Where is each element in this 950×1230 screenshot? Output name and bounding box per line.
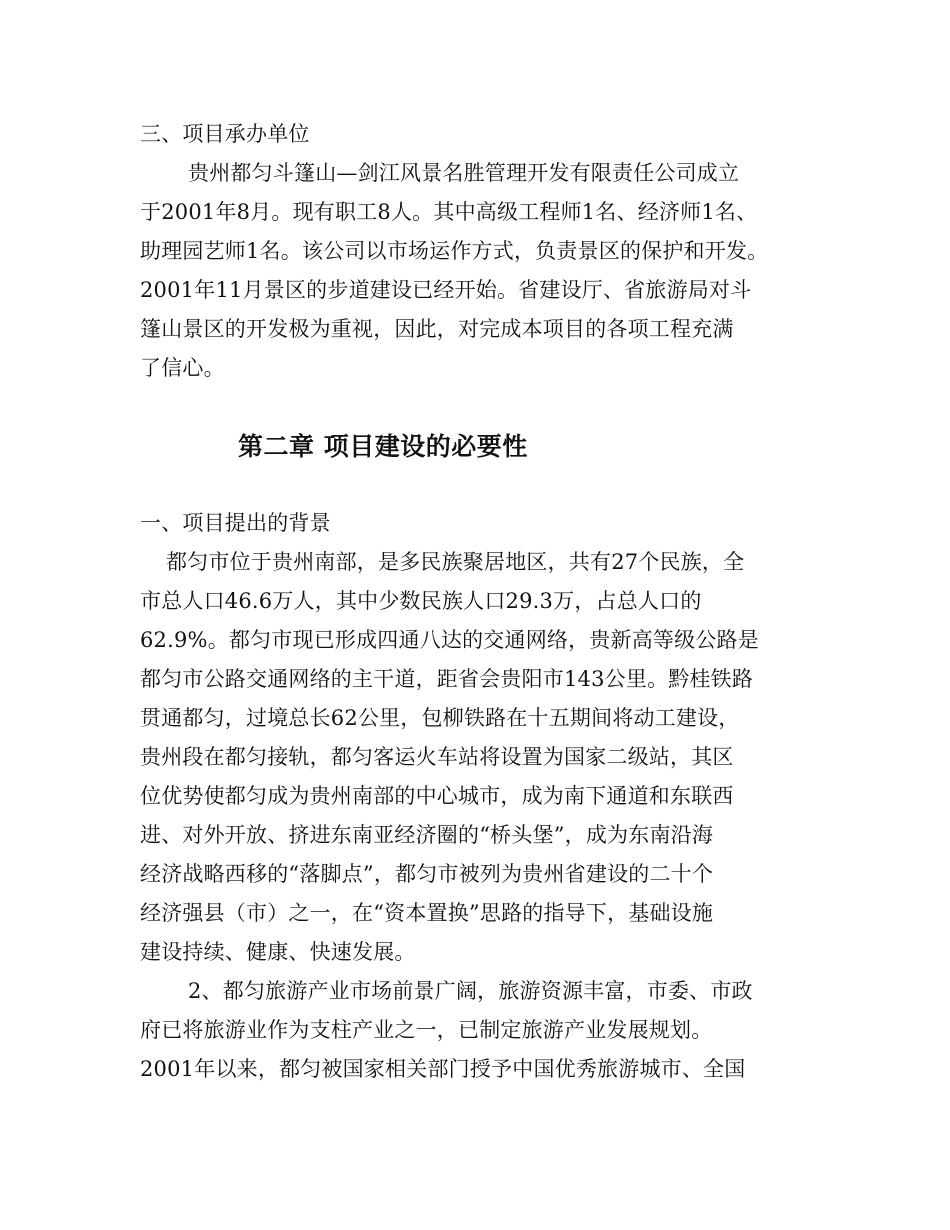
section-3-line-3: 助理园艺师1名。该公司以市场运作方式，负责景区的保护和开发。 [140,239,769,263]
section-3-line-5: 篷山景区的开发极为重视，因此，对完成本项目的各项工程充满 [140,317,734,341]
para-1-line-3: 62.9%。都匀市现已形成四通八达的交通网络，贵新高等级公路是 [140,628,759,652]
para-1-line-5: 贯通都匀，过境总长62公里，包柳铁路在十五期间将动工建设， [140,706,740,730]
para-1-line-10: 经济强县（市）之一，在“资本置换”思路的指导下，基础设施 [140,901,714,925]
para-1-line-2: 市总人口46.6万人，其中少数民族人口29.3万，占总人口的 [140,589,702,613]
para-1-line-9: 经济战略西移的“落脚点”，都匀市被列为贵州省建设的二十个 [140,862,714,886]
section-3-line-2: 于2001年8月。现有职工8人。其中高级工程师1名、经济师1名、 [140,200,758,224]
section-3-line-6: 了信心。 [140,356,225,380]
para-1-line-6: 贵州段在都匀接轨，都匀客运火车站将设置为国家二级站，其区 [140,745,734,769]
para-2-line-2: 府已将旅游业作为支柱产业之一，已制定旅游产业发展规划。 [140,1018,713,1042]
section-3-title: 三、项目承办单位 [140,122,310,146]
para-2-line-3: 2001年以来，都匀被国家相关部门授予中国优秀旅游城市、全国 [140,1057,746,1081]
para-1-line-4: 都匀市公路交通网络的主干道，距省会贵阳市143公里。黔桂铁路 [140,667,754,691]
section-3-line-4: 2001年11月景区的步道建设已经开始。省建设厅、省旅游局对斗 [140,278,752,302]
para-1-line-7: 位优势使都匀成为贵州南部的中心城市，成为南下通道和东联西 [140,784,734,808]
section-3-line-1: 贵州都匀斗篷山—剑江风景名胜管理开发有限责任公司成立 [188,161,740,185]
para-1-line-11: 建设持续、健康、快速发展。 [140,940,416,964]
para-2-line-1: 2、都匀旅游产业市场前景广阔，旅游资源丰富，市委、市政 [188,979,753,1003]
para-1-line-1: 都匀市位于贵州南部，是多民族聚居地区，共有27个民族，全 [166,550,745,574]
section-1-title: 一、项目提出的背景 [140,511,331,535]
para-1-line-8: 进、对外开放、挤进东南亚经济圈的“桥头堡”，成为东南沿海 [140,823,714,847]
chapter-2-heading: 第二章 项目建设的必要性 [238,432,528,461]
